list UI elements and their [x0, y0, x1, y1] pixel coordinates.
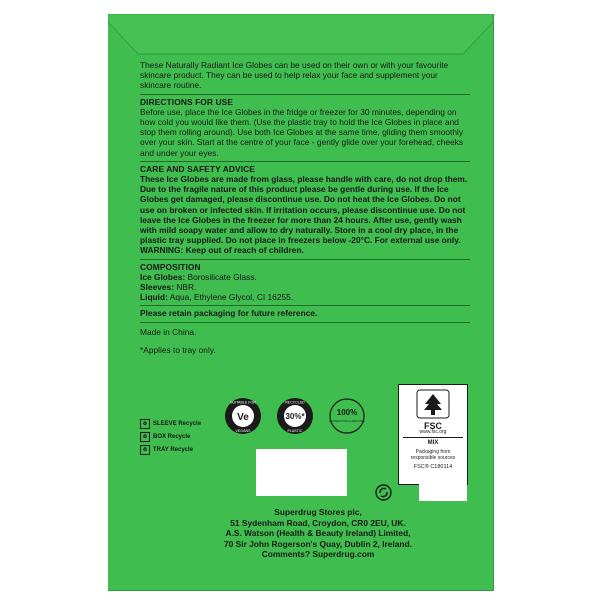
- care-text: These Ice Globes are made from glass, please handle with care, do not drop them. Due to the fragile nature of this product please be gentle during use. If the Ice Globes get damaged, please discontinue use. Do not heat the Ice Globes. Do not use on broken or infected skin. If irritation occurs, please discontinue use. Do not leave the Ice Globes in the freezer for more than 24 hours. After use, gently wash with mild soapy water and allow to dry naturally. Store in a cool dry place, in the plastic tray supplied. Do not place in freezers below -20°C. For external use only. WARNING: Keep out of reach of children.: [140, 174, 468, 256]
- svg-text:30%*: 30%*: [285, 412, 305, 421]
- fsc-url: www.fsc.org: [419, 429, 447, 435]
- blank-code-area: [419, 484, 467, 501]
- recycle-list: [140, 419, 215, 458]
- vegan-badge-icon: [224, 397, 262, 435]
- intro-text: These Naturally Radiant Ice Globes can be used on their own or with your favourite skincare product. They can be used to help relax your face and supplement your skincare routine.: [140, 60, 449, 91]
- care-heading: CARE AND SAFETY ADVICE: [140, 163, 255, 174]
- fsc-logo-text: FSC: [424, 421, 442, 431]
- recycled-plastic-badge-icon: [276, 397, 314, 435]
- composition-item: Liquid: Aqua, Ethylene Glycol, CI 16255.: [140, 292, 294, 303]
- made-in-text: Made in China.: [140, 326, 197, 337]
- fsc-code: FSC® C180114: [413, 464, 453, 470]
- retain-text: Please retain packaging for future reference.: [140, 308, 318, 319]
- recycle-item-sleeve: ♻ SLEEVE Recycle: [140, 419, 215, 429]
- composition-heading: COMPOSITION: [140, 261, 201, 272]
- directions-section: [140, 94, 470, 158]
- recycle-icon: ♻: [140, 419, 150, 429]
- fsc-label: [398, 384, 468, 485]
- svg-text:SUITABLE FOR: SUITABLE FOR: [230, 400, 256, 405]
- address-line: A.S. Watson (Health & Beauty Ireland) Limited,: [225, 528, 411, 539]
- svg-text:PLASTIC: PLASTIC: [287, 429, 303, 433]
- badge-row: [224, 397, 368, 447]
- composition-section: [140, 259, 470, 303]
- green-dot-icon: [375, 484, 392, 501]
- fsc-line1: Packaging from: [415, 449, 451, 455]
- composition-item: Ice Globes: Borosilicate Glass.: [140, 271, 257, 282]
- fsc-mix: MIX: [403, 437, 463, 446]
- composition-item: Sleeves: NBR.: [140, 282, 197, 293]
- applies-note: *Applies to tray only.: [140, 344, 216, 355]
- blank-label-area: [256, 449, 347, 496]
- origin-section: [140, 322, 470, 355]
- fsc-line2: responsible sources: [410, 455, 456, 461]
- retain-section: [140, 305, 470, 318]
- guarantee-badge-icon: [328, 397, 366, 435]
- directions-heading: DIRECTIONS FOR USE: [140, 96, 234, 107]
- directions-text: Before use, place the Ice Globes in the fridge or freezer for 30 minutes, depending on how cold you would like them. (Use the plastic tray to hold the Ice Globes in place and stop them rolling around). Use both Ice Globes at the same time, gliding them smoothly over your skin. Start at the centre of your face - gently glide over your forehead, cheeks and under your eyes.: [140, 106, 464, 158]
- address-line: 70 Sir John Rogerson's Quay, Dublin 2, Ireland.: [224, 538, 412, 549]
- address-line: 51 Sydenham Road, Croydon, CR0 2EU, UK.: [230, 517, 406, 528]
- package-back-panel: [108, 14, 494, 591]
- svg-text:SATISFACTION GUARANTEE: SATISFACTION GUARANTEE: [329, 420, 365, 423]
- recycle-item-box: ♻ BOX Recycle: [140, 432, 215, 442]
- recycle-item-tray: ♻ TRAY Recycle: [140, 445, 215, 455]
- address-line: Superdrug Stores plc,: [274, 507, 362, 517]
- fsc-tree-icon: [416, 389, 450, 419]
- care-section: [140, 161, 470, 256]
- address-block: [218, 507, 418, 560]
- recycle-icon: ♻: [140, 432, 150, 442]
- svg-text:RECYCLED: RECYCLED: [285, 400, 305, 405]
- svg-text:100%: 100%: [336, 408, 358, 417]
- address-line: Comments? Superdrug.com: [261, 549, 375, 560]
- svg-text:Ve: Ve: [237, 412, 249, 423]
- svg-text:VEGANS: VEGANS: [235, 429, 251, 433]
- recycle-icon: ♻: [140, 445, 150, 455]
- top-flap: [108, 14, 493, 56]
- text-panel: [140, 60, 470, 355]
